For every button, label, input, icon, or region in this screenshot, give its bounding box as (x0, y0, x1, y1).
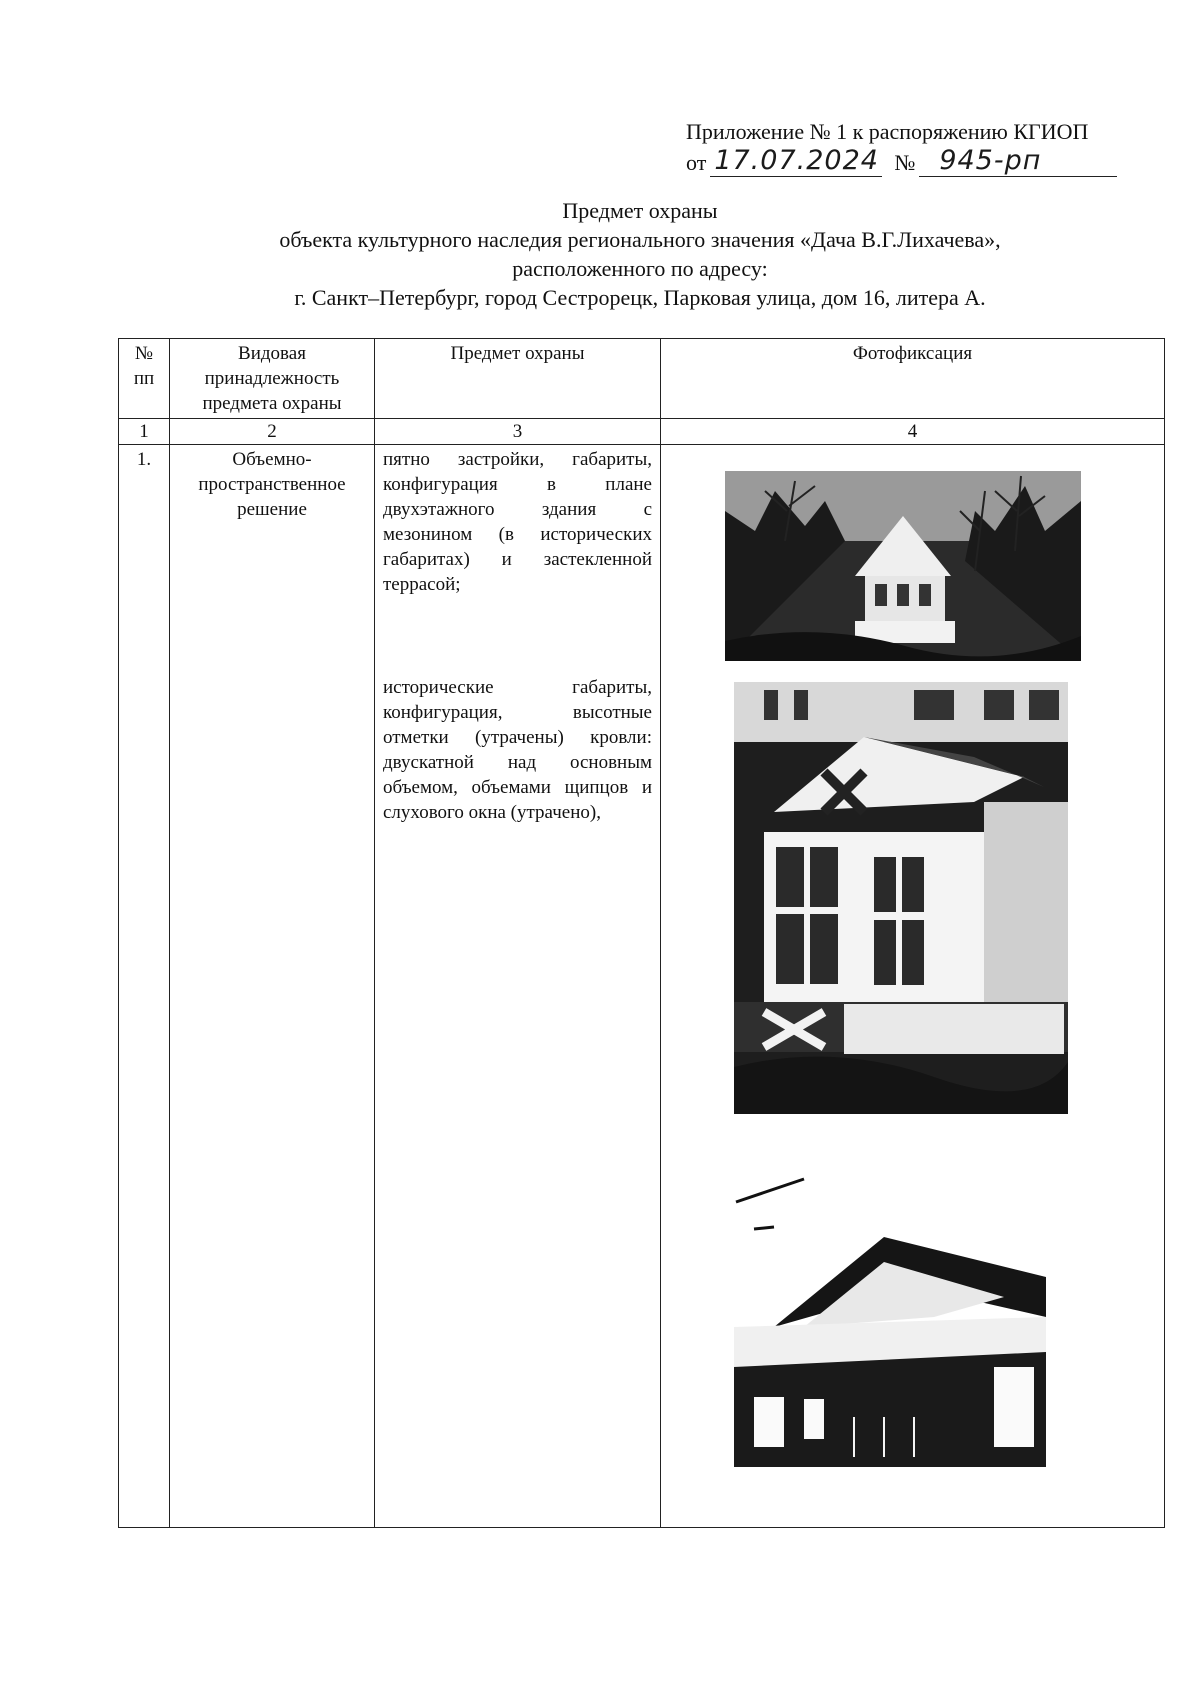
heading-title: Предмет охраны (562, 198, 718, 223)
document-heading (0, 196, 1200, 312)
column-number-4: 4 (661, 419, 1165, 445)
header-kind: Видовая принадлежность предмета охраны (170, 339, 375, 419)
glazed-terrace-photo (734, 682, 1068, 1114)
column-number-1: 1 (119, 419, 170, 445)
column-number-3: 3 (375, 419, 661, 445)
roof-dormer-photo (734, 1167, 1046, 1467)
subject-item-2: исторические габариты, конфигурация, высотные отметки (утрачены) кровли: двускатной над основным объемом, объемами щипцов и слухового окна (утрачено), (383, 677, 652, 823)
header-number: № пп (119, 339, 170, 419)
row-subject (375, 445, 661, 1528)
header-photo: Фотофиксация (661, 339, 1165, 419)
column-number-2: 2 (170, 419, 375, 445)
annex-date-number-line (686, 146, 1146, 177)
number-label: № (894, 150, 916, 175)
subject-item-1: пятно застройки, габариты, конфигурация в плане двухэтажного здания с мезонином (в исторических габаритах) и застекленной террасой; (383, 449, 652, 595)
dacha-general-view-photo (725, 471, 1081, 661)
heading-address: г. Санкт–Петербург, город Сестрорецк, Парковая улица, дом 16, литера А. (294, 285, 986, 310)
table-row (119, 445, 1165, 1528)
handwritten-date: 17.07.2024 (710, 146, 882, 177)
protection-subject-table (118, 338, 1165, 1528)
heading-address-label: расположенного по адресу: (512, 256, 768, 281)
annex-reference (686, 118, 1146, 177)
row-photos (661, 445, 1165, 1528)
handwritten-number: 945-рп (919, 146, 1117, 177)
heading-object: объекта культурного наследия регионального значения «Дача В.Г.Лихачева», (279, 227, 1001, 252)
table-header-row (119, 339, 1165, 419)
header-subject: Предмет охраны (375, 339, 661, 419)
row-number: 1. (119, 445, 170, 1528)
row-kind: Объемно-пространственное решение (170, 445, 375, 1528)
column-number-row (119, 419, 1165, 445)
date-prefix: от (686, 150, 707, 175)
annex-title: Приложение № 1 к распоряжению КГИОП (686, 119, 1089, 144)
